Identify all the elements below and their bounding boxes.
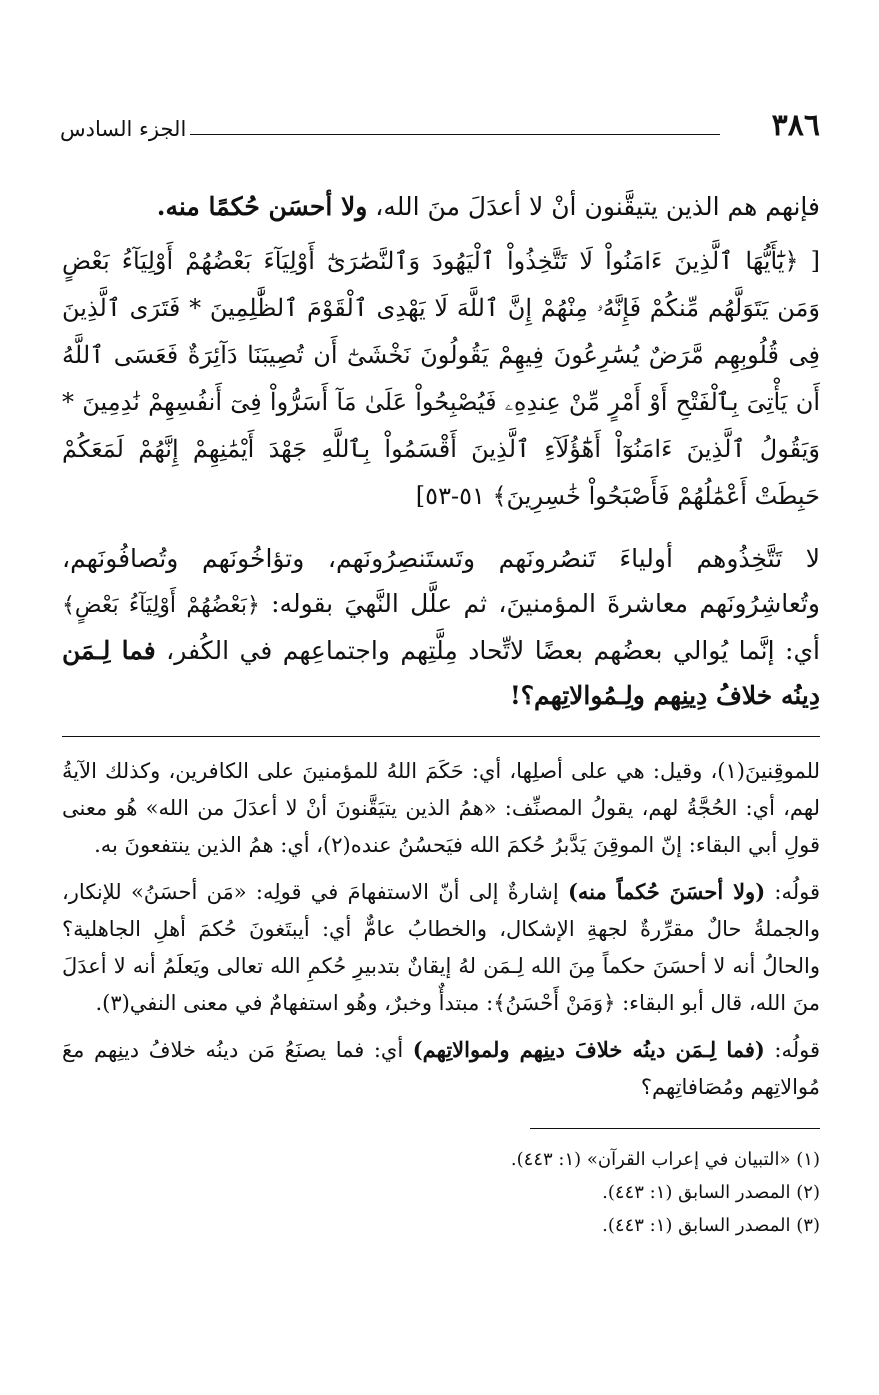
commentary-paragraph-3 [62, 1031, 820, 1106]
footnote: (١) «التبيان في إعراب القرآن» (١: ٤٤٣). [510, 1149, 820, 1170]
commentary-paragraph-1: للموقِنينَ(١)، وقيل: هي على أصلِها، أي: حَكَمَ اللهُ للمؤمنينَ على الكافرين، وكذلك الآيةُ لهم، أي: الحُجَّةُ لهم، يقولُ المصنِّف: «همُ الذين يتيَقَّنونَ أنْ لا أعدَلَ من الله» هُو معنى قولِ أبي البقاء: إنّ الموقِنَ يَدَّبرُ حُكمَ الله فيَحسُنُ عنده(٢)، أي: همُ الذين ينتفعونَ به. [62, 759, 820, 857]
footnote: (٣) المصدر السابق (١: ٤٤٣). [602, 1215, 820, 1236]
commentary-paragraph-2 [62, 873, 820, 1022]
explanation-paragraph [62, 536, 820, 718]
page-body [62, 182, 820, 1242]
page-number: ٣٨٦ [771, 108, 820, 143]
explanation-bold-text: فما لِـمَن دِينُه خلافُ دِينِهم ولِـمُوالاتِهم؟! [62, 636, 820, 710]
quran-verse-block: [ ﴿يَٰٓأَيُّهَا ٱلَّذِينَ ءَامَنُواْ لَا تَتَّخِذُواْ ٱلْيَهُودَ وَٱلنَّصَٰرَىٰٓ أَوْلِيَآءَ بَعْضُهُمْ أَوْلِيَآءُ بَعْضٍ وَمَن يَتَوَلَّهُم مِّنكُمْ فَإِنَّهُۥ مِنْهُمْ إِنَّ ٱللَّهَ لَا يَهْدِى ٱلْقَوْمَ ٱلظَّٰلِمِينَ * فَتَرَى ٱلَّذِينَ فِى قُلُوبِهِم مَّرَضٌ يُسَٰرِعُونَ فِيهِمْ يَقُولُونَ نَخْشَىٰٓ أَن تُصِيبَنَا دَآئِرَةٌ فَعَسَى ٱللَّهُ أَن يَأْتِىَ بِٱلْفَتْحِ أَوْ أَمْرٍ مِّنْ عِندِهِۦ فَيُصْبِحُواْ عَلَىٰ مَآ أَسَرُّواْ فِىٓ أَنفُسِهِمْ نَٰدِمِينَ * وَيَقُولُ ٱلَّذِينَ ءَامَنُوٓاْ أَهَٰٓؤُلَآءِ ٱلَّذِينَ أَقْسَمُواْ بِٱللَّهِ جَهْدَ أَيْمَٰنِهِمْ إِنَّهُمْ لَمَعَكُمْ حَبِطَتْ أَعْمَٰلُهُمْ فَأَصْبَحُواْ خَٰسِرِينَ﴾ ٥١-٥٣] [62, 247, 820, 510]
commentary-3-text: أي: فما يصنَعُ مَن دينُه خلافُ دينِهم معَ مُوالاتِهم ومُصَافاتِهم؟ [62, 1038, 820, 1099]
commentary-2-text: إشارةٌ إلى أنّ الاستفهامَ في قولِه: «مَن أحسَنُ» للإنكار، والجملةُ حالٌ مقرِّرةٌ لجهةِ الإشكال، والخطابُ عامٌّ أي: أيبتَغونَ حُكمَ أهلِ الجاهلية؟ والحالُ أنه لا أحسَنَ حكماً مِنَ الله لِـمَن لهُ إيقانٌ بتدبيرِ حُكمِ الله تعالى ويَعلَمُ أنه لا أعدَلَ منَ الله، قال أبو البقاء: [62, 880, 820, 1015]
commentary-2-quote: ﴿وَمَنْ أَحْسَنُ﴾ [493, 991, 616, 1015]
footnote: (٢) المصدر السابق (١: ٤٤٣). [602, 1182, 820, 1203]
commentary-text [62, 753, 820, 1106]
intro-bold-text: ولا أحسَن حُكمًا منه. [156, 192, 368, 221]
commentary-3-lead: قولُه: [764, 1038, 821, 1062]
explanation-text-1: لا تَتَّخِذُوهم أولياءَ تَنصُرونَهم وتَستَنصِرُونَهم، وتؤاخُونَهم وتُصافُونَهم، وتُعاشِرُونَهم معاشرةَ المؤمنينَ، ثم علَّل النَّهيَ بقوله: [62, 544, 820, 618]
commentary-2-end: : مبتدأٌ وخبرٌ، وهُو استفهامٌ في معنى النفي(٣). [95, 991, 494, 1015]
commentary-3-bold: (فما لِـمَن دينُه خلافَ دينِهم ولموالاتِهم) [412, 1037, 765, 1062]
explanation-quote: ﴿بَعْضُهُمْ أَوْلِيَآءُ بَعْضٍ﴾ [62, 593, 260, 618]
footnotes [62, 1143, 820, 1242]
running-header [60, 108, 820, 148]
header-rule [190, 134, 720, 135]
explanation-text-2: أي: إنَّما يُوالي بعضُهم بعضًا لاتِّحاد مِلَّتِهم واجتماعِهم في الكُفر، [155, 636, 820, 665]
commentary-2-bold: (ولا أحسَنَ حُكماً منه) [567, 879, 766, 904]
intro-paragraph [62, 182, 820, 232]
part-title: الجزء السادس [60, 117, 187, 141]
commentary-2-lead: قولُه: [765, 880, 821, 904]
main-text [62, 182, 820, 718]
commentary-separator [62, 736, 820, 737]
footnote-rule [530, 1128, 820, 1129]
intro-text: فإنهم هم الذين يتيقَّنون أنْ لا أعدَلَ منَ الله، [367, 192, 820, 221]
